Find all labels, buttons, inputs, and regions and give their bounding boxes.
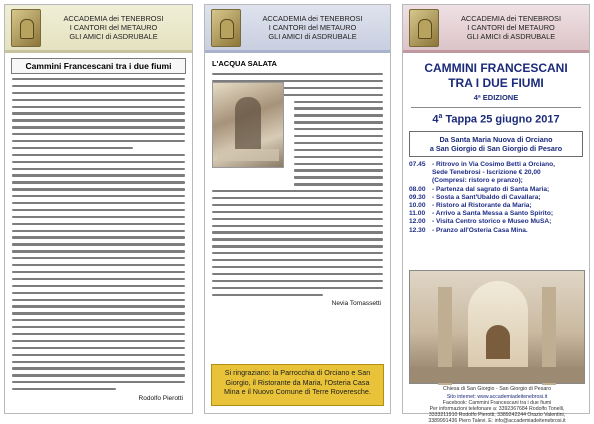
phone-line-2: 3333211910 Rodolfo Pierotti, 3389242244 Orazio Valentini,	[428, 412, 566, 419]
schedule-time: 12.30	[409, 226, 426, 234]
schedule-text: (Compresi: ristoro e pranzo);	[432, 177, 523, 185]
sea-photo	[212, 82, 284, 168]
schedule-time: 08.00	[409, 185, 426, 193]
event-date	[403, 113, 589, 126]
route-box	[409, 131, 583, 157]
schedule-item	[409, 161, 583, 169]
right-panel	[402, 4, 590, 424]
left-body-text	[12, 78, 185, 390]
academy-line-1: ACCADEMIA dei TENEBROSI	[262, 14, 363, 23]
title-divider	[411, 107, 581, 108]
academy-logo-icon	[11, 9, 41, 47]
schedule-time: 12.00	[409, 218, 426, 226]
schedule-text: - Ristoro al Ristorante da Maria;	[432, 202, 532, 210]
schedule-list	[409, 161, 583, 235]
thanks-line-2: Giorgio, il Ristorante da Maria, l'Osteria Casa	[225, 377, 370, 387]
header-divider	[205, 50, 390, 53]
schedule-time: 11.00	[409, 210, 426, 218]
event-title-line-2: TRA I DUE FIUMI	[448, 76, 544, 90]
middle-heading: L'ACQUA SALATA	[212, 59, 277, 68]
schedule-time	[409, 169, 432, 177]
schedule-item	[409, 186, 583, 194]
schedule-item	[409, 210, 583, 218]
middle-header	[205, 5, 390, 50]
schedule-text: - Pranzo all'Osteria Casa Mina.	[432, 226, 528, 234]
left-signature: Rodolfo Pierotti	[138, 394, 183, 402]
date-stage-number: 4	[432, 113, 439, 126]
left-panel	[4, 4, 193, 414]
date-ordinal: a	[438, 113, 443, 120]
schedule-time: 07.45	[409, 161, 426, 169]
academy-line-3: GLI AMICI di ASDRUBALE	[268, 32, 357, 41]
schedule-item	[409, 194, 583, 202]
schedule-text: - Ritrovo in Via Cosimo Betti a Orciano,	[432, 161, 555, 169]
schedule-text: - Sosta a Sant'Ubaldo di Cavallara;	[432, 193, 541, 201]
schedule-item	[409, 227, 583, 235]
schedule-item	[409, 169, 583, 177]
academy-line-3: GLI AMICI di ASDRUBALE	[466, 32, 556, 41]
left-header	[5, 5, 192, 50]
academy-name	[241, 14, 384, 41]
header-divider	[5, 50, 192, 53]
academy-line-2: I CANTORI del METAURO	[467, 23, 555, 32]
phone-line-3: 3389991436 Piero Talevi. E: info@accademiadeitenebrosi.it	[428, 418, 566, 424]
schedule-time: 09.30	[409, 193, 426, 201]
photo-caption: Chiesa di San Giorgio - San Giorgio di Pesaro	[442, 386, 552, 392]
academy-logo-icon	[211, 9, 241, 47]
edition-label: 4ª EDIZIONE	[473, 93, 519, 102]
schedule-text: - Partenza dal sagrato di Santa Maria;	[432, 185, 550, 193]
schedule-text: - Arrivo a Santa Messa a Santo Spirito;	[432, 210, 554, 218]
header-divider	[403, 50, 589, 53]
schedule-time	[409, 177, 432, 185]
middle-panel	[204, 4, 391, 414]
academy-name	[41, 14, 186, 41]
thanks-box	[211, 364, 384, 406]
schedule-text: - Visita Centro storico e Museo MuSA;	[432, 218, 552, 226]
date-text: Tappa 25 giugno 2017	[442, 113, 560, 126]
route-line-1: Da Santa Maria Nuova di Orciano	[439, 134, 553, 144]
event-title	[403, 61, 589, 91]
contact-info	[408, 394, 586, 424]
academy-line-2: I CANTORI del METAURO	[69, 23, 158, 32]
schedule-text: Sede Tenebrosi - Iscrizione € 20,00	[432, 169, 541, 177]
schedule-time: 10.00	[409, 202, 426, 210]
schedule-item	[409, 202, 583, 210]
facebook-line: Facebook: Cammini Francescani tra i due fiumi	[442, 400, 552, 407]
academy-line-1: ACCADEMIA dei TENEBROSI	[63, 14, 164, 23]
academy-line-3: GLI AMICI di ASDRUBALE	[69, 32, 158, 41]
academy-line-2: I CANTORI del METAURO	[268, 23, 357, 32]
phone-line-1: Per informazioni telefonare a: 3392367684 Rodolfo Tonelli,	[429, 406, 565, 413]
route-line-2: a San Giorgio di San Giorgio di Pesaro	[429, 143, 563, 153]
academy-name	[439, 14, 583, 41]
academy-logo-icon	[409, 9, 439, 47]
academy-line-1: ACCADEMIA dei TENEBROSI	[460, 14, 562, 23]
event-title-line-1: CAMMINI FRANCESCANI	[424, 61, 568, 75]
church-photo	[409, 270, 585, 384]
schedule-item	[409, 218, 583, 226]
thanks-line-3: Mina e il Nuovo Comune di Terre Roveresche.	[224, 387, 371, 397]
website-line: Sito internet: www.accademiadeitenebrosi.it	[446, 394, 548, 400]
left-title: Cammini Francescani tra i due fiumi	[11, 58, 186, 74]
schedule-item	[409, 177, 583, 185]
middle-signature: Nevia Tomassetti	[331, 300, 381, 308]
thanks-line-1: Si ringraziano: la Parrocchia di Orciano e San	[224, 368, 371, 377]
right-header	[403, 5, 589, 50]
